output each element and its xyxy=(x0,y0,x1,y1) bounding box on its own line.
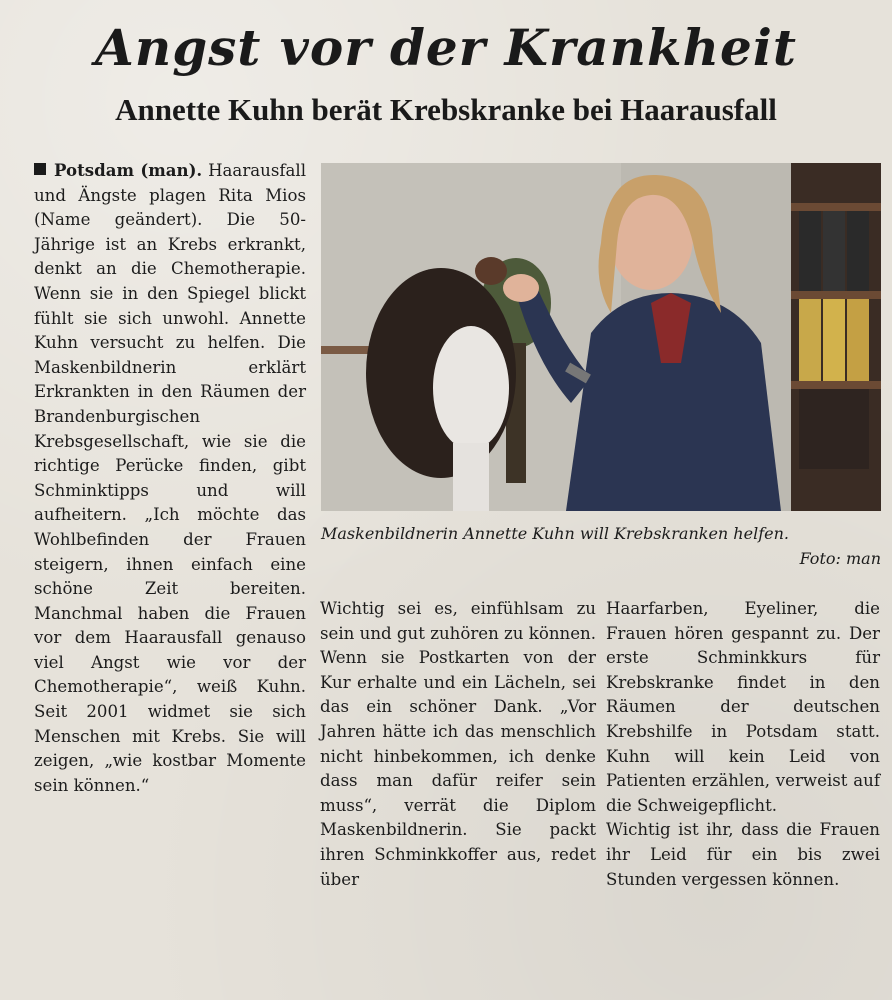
article-column-2 xyxy=(320,597,596,892)
headline: Angst vor der Krankheit xyxy=(95,18,797,77)
photo-illustration xyxy=(321,163,881,511)
square-bullet-icon xyxy=(34,163,46,175)
column-1-text: Haarausfall und Ängste plagen Rita Mios (Name geändert). Die 50-Jährige ist an Krebs erkrankt, denkt an die Chemotherapie. Wenn sie in den Spiegel blickt fühlt sie sich unwohl. Annette Kuhn versucht zu helfen. Die Maskenbildnerin erklärt Erkrankten in den Räumen der Brandenburgischen Krebsgesellschaft, wie sie die richtige Perücke finden, gibt Schminktipps und will aufheitern. „Ich möchte das Wohlbefinden der Frauen steigern, ihnen einfach eine schöne Zeit bereiten. Manchmal haben die Frauen vor dem Haarausfall genauso viel Angst wie vor der Chemotherapie“, weiß Kuhn. Seit 2001 widmet sie sich Menschen mit Krebs. Sie will zeigen, „wie kostbar Momente sein können.“ xyxy=(34,161,306,795)
article-photo xyxy=(321,163,881,511)
photo-caption xyxy=(321,521,881,571)
column-3-paragraph-1: Haarfarben, Eyeliner, die Frauen hören gespannt zu. Der erste Schminkkurs für Krebskranke findet in den Räumen der deutschen Krebshilfe in Potsdam statt. Kuhn will kein Leid von Patienten erzählen, verweist auf die Schweigepflicht. xyxy=(606,599,880,815)
photo-credit: Foto: man xyxy=(799,549,881,568)
article-column-3 xyxy=(606,597,880,892)
column-3-paragraph-2: Wichtig ist ihr, dass die Frauen ihr Leid für ein bis zwei Stunden vergessen können. xyxy=(606,820,880,889)
article-column-1 xyxy=(34,158,306,798)
subheadline: Annette Kuhn berät Krebskranke bei Haarausfall xyxy=(115,92,777,127)
dateline: Potsdam (man). xyxy=(54,160,203,180)
caption-text: Maskenbildnerin Annette Kuhn will Krebskranken helfen. xyxy=(321,524,789,543)
paragraph-1 xyxy=(34,158,306,798)
column-2-text: Wichtig sei es, einfühlsam zu sein und gut zuhören zu können. Wenn sie Postkarten von der Kur erhalte und ein Lächeln, sei das ein schöner Dank. „Vor Jahren hätte ich das menschlich nicht hinbekommen, ich denke dass man dafür reifer sein muss“, verrät die Diplom Maskenbildnerin. Sie packt ihren Schminkkoffer aus, redet über xyxy=(320,599,596,889)
